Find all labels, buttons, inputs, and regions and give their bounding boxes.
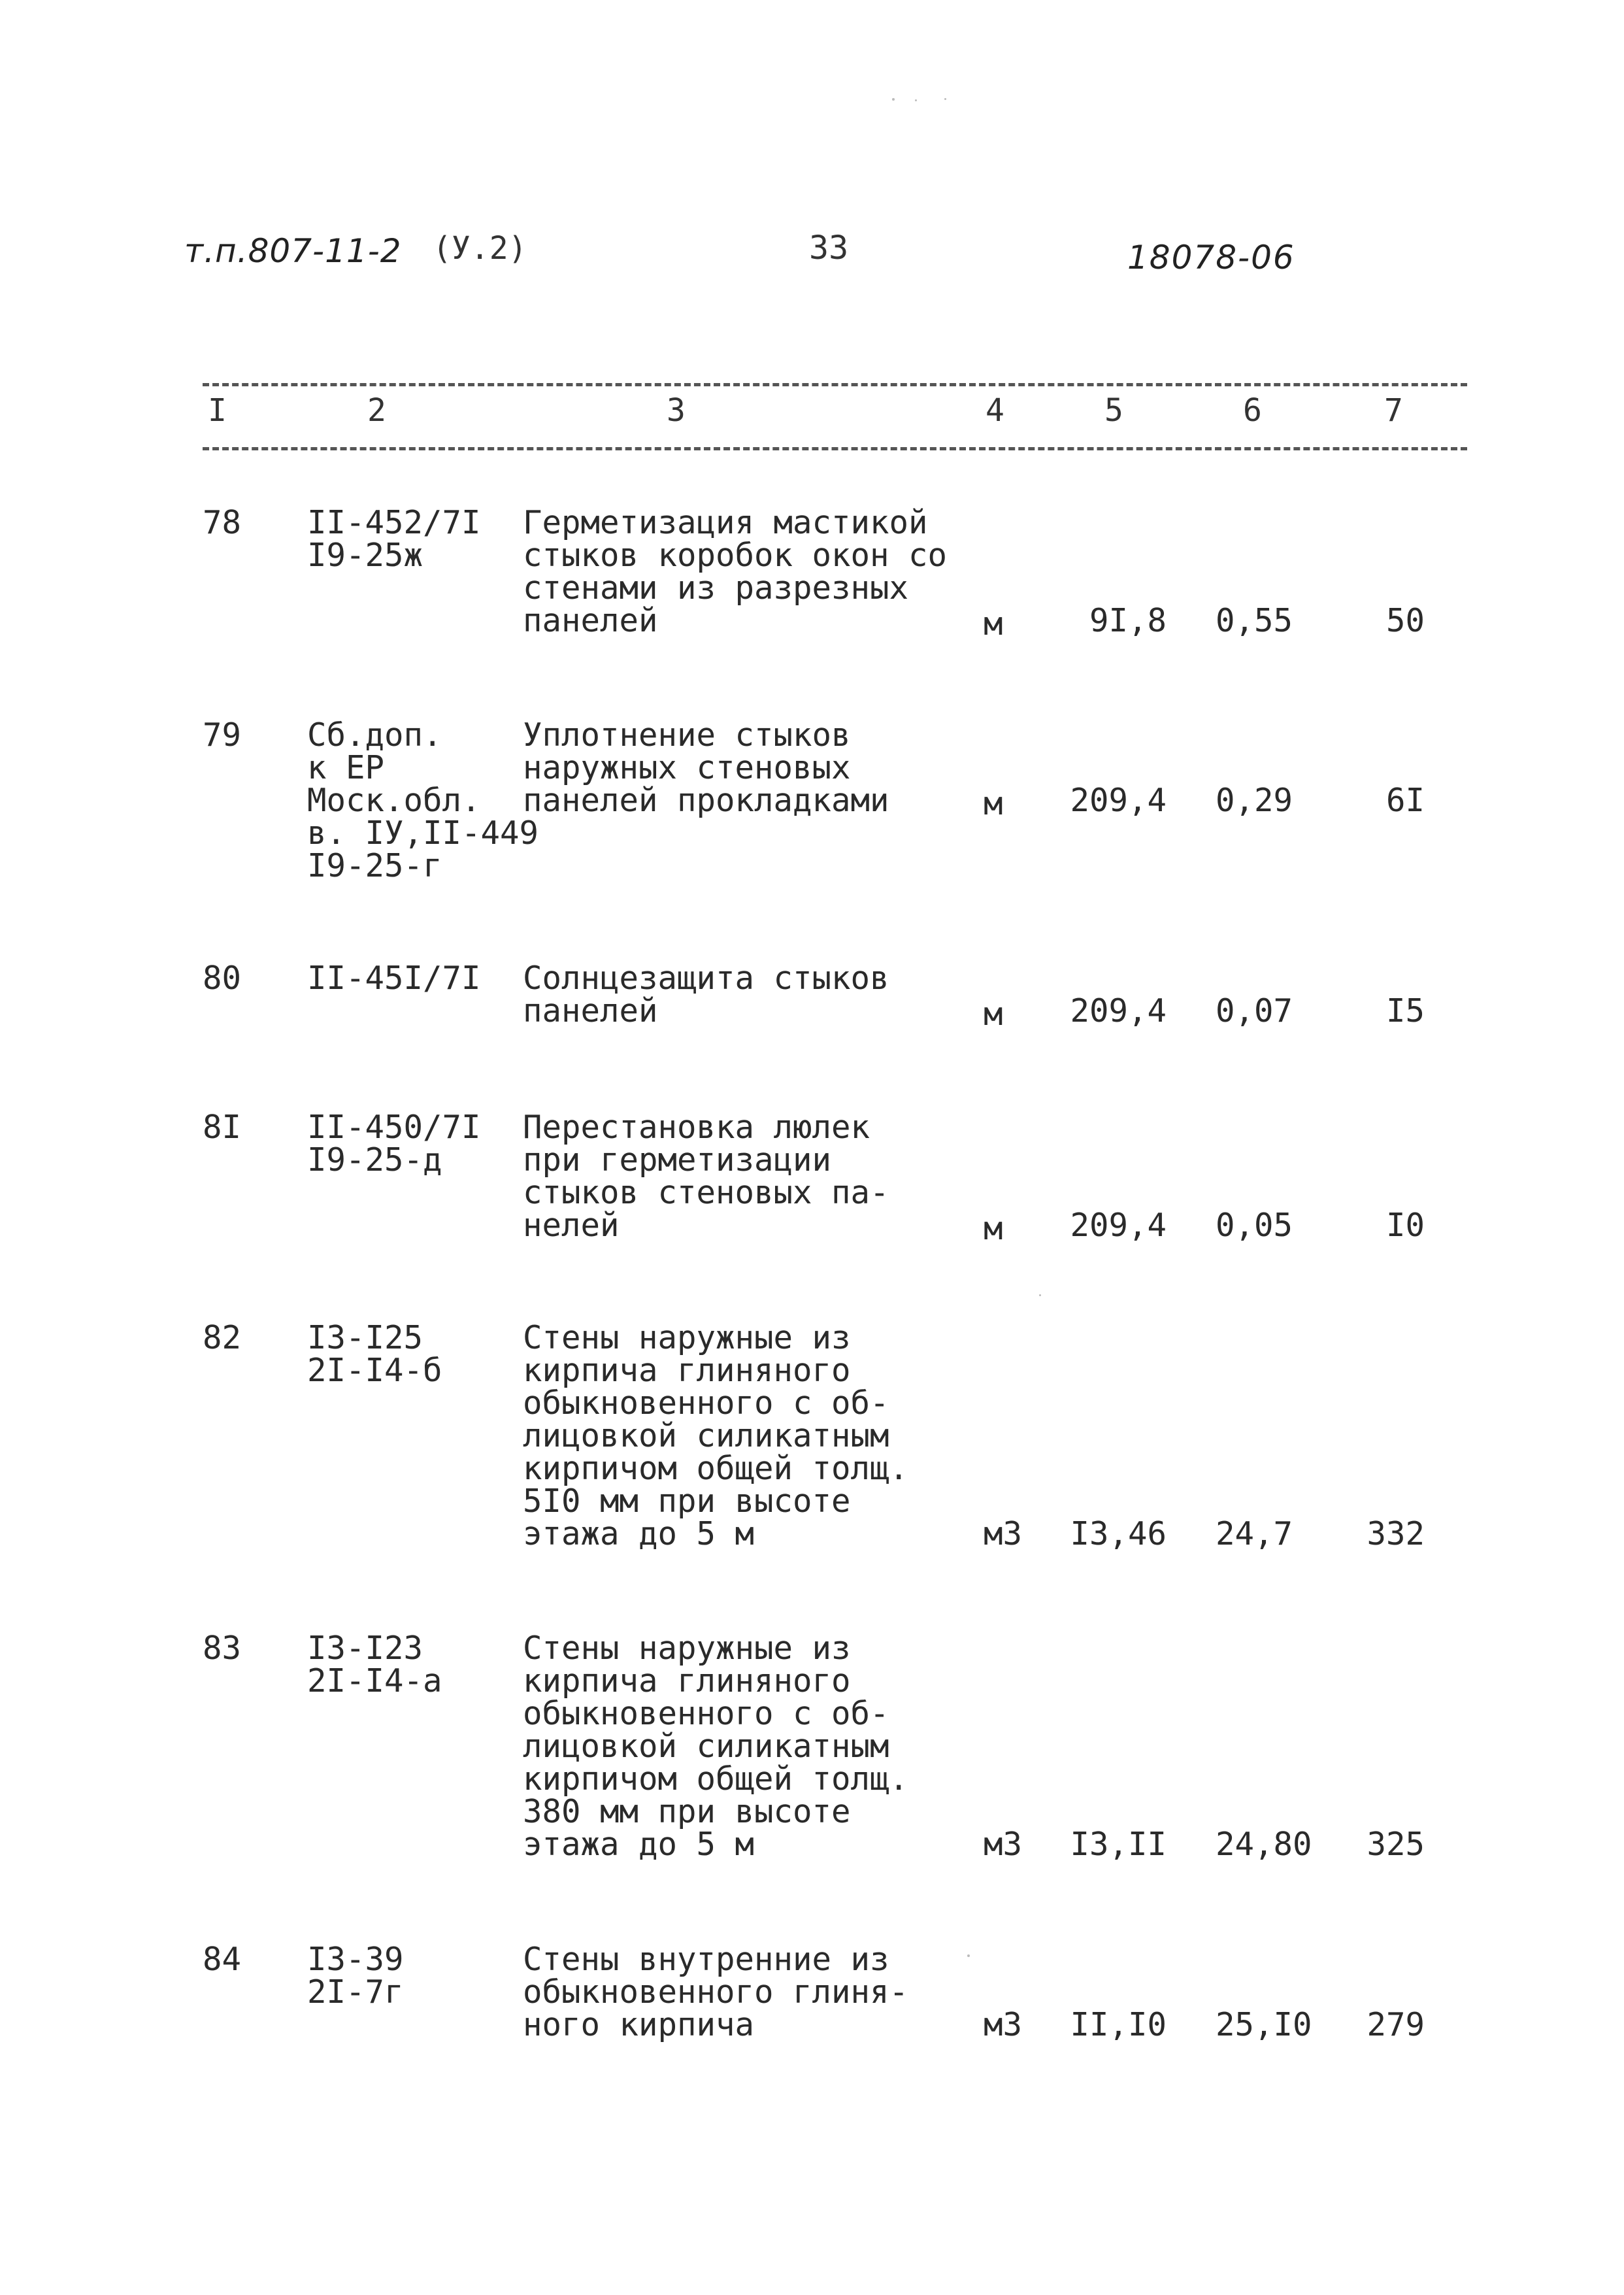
row-norm: 24,80 bbox=[1216, 1826, 1312, 1863]
row-quantity: II,I0 bbox=[1070, 2006, 1167, 2043]
column-header-1: I bbox=[208, 392, 227, 429]
row-unit: м bbox=[984, 605, 1003, 643]
row-quantity: I3,II bbox=[1070, 1826, 1167, 1863]
header-rule-top bbox=[203, 383, 1467, 386]
column-header-3: 3 bbox=[667, 392, 686, 429]
scan-speck bbox=[967, 1954, 970, 1957]
row-total: 332 bbox=[1367, 1515, 1425, 1552]
column-header-7: 7 bbox=[1384, 392, 1403, 429]
row-description: Стены наружные из кирпича глиняного обыкновенного с об- лицовкой силикатным кирпичом общей толщ. 5I0 мм при высоте этажа до 5 м bbox=[523, 1319, 909, 1552]
row-unit: м3 bbox=[984, 2006, 1023, 2043]
row-code: I3-I23 2I-I4-а bbox=[307, 1630, 442, 1700]
document-code: 18078-06 bbox=[1127, 239, 1295, 276]
row-quantity: 209,4 bbox=[1070, 1207, 1167, 1244]
row-code: I3-39 2I-7г bbox=[307, 1941, 404, 2011]
row-number: 83 bbox=[203, 1630, 242, 1667]
row-unit: м bbox=[984, 785, 1003, 822]
column-header-5: 5 bbox=[1104, 392, 1123, 429]
row-code: I3-I25 2I-I4-б bbox=[307, 1319, 442, 1389]
row-code: II-450/7I I9-25-д bbox=[307, 1109, 481, 1179]
row-description: Перестановка люлек при герметизации стыков стеновых па- нелей bbox=[523, 1109, 889, 1244]
row-norm: 0,07 bbox=[1216, 992, 1293, 1030]
row-code: II-452/7I I9-25ж bbox=[307, 504, 481, 574]
row-norm: 25,I0 bbox=[1216, 2006, 1312, 2043]
row-total: I0 bbox=[1385, 1207, 1425, 1244]
row-number: 80 bbox=[203, 960, 242, 997]
row-description: Солнцезащита стыков панелей bbox=[523, 960, 889, 1030]
row-norm: 0,29 bbox=[1216, 782, 1293, 819]
column-header-6: 6 bbox=[1243, 392, 1262, 429]
row-code: Сб.доп. к ЕР Моск.обл. в. IУ,II-449 I9-25-г bbox=[307, 716, 539, 884]
row-description: Герметизация мастикой стыков коробок окон со стенами из разрезных панелей bbox=[523, 504, 948, 639]
row-number: 82 bbox=[203, 1319, 242, 1356]
column-header-4: 4 bbox=[986, 392, 1004, 429]
row-total: 50 bbox=[1385, 602, 1425, 639]
row-unit: м3 bbox=[984, 1515, 1023, 1552]
row-norm: 0,05 bbox=[1216, 1207, 1293, 1244]
row-total: 325 bbox=[1367, 1826, 1425, 1863]
scan-speck bbox=[944, 98, 946, 100]
row-quantity: 209,4 bbox=[1070, 782, 1167, 819]
row-description: Стены внутренние из обыкновенного глиня- ного кирпича bbox=[523, 1941, 909, 2043]
scan-speck bbox=[892, 98, 895, 101]
row-number: 8I bbox=[203, 1109, 242, 1146]
variant-label: (У.2) bbox=[433, 230, 527, 267]
row-total: I5 bbox=[1385, 992, 1425, 1030]
page-number: 33 bbox=[809, 229, 849, 267]
row-quantity: I3,46 bbox=[1070, 1515, 1167, 1552]
row-number: 79 bbox=[203, 716, 242, 754]
row-norm: 24,7 bbox=[1216, 1515, 1293, 1552]
row-norm: 0,55 bbox=[1216, 602, 1293, 639]
row-description: Стены наружные из кирпича глиняного обыкновенного с об- лицовкой силикатным кирпичом общей толщ. 380 мм при высоте этажа до 5 м bbox=[523, 1630, 909, 1863]
row-unit: м3 bbox=[984, 1826, 1023, 1863]
row-total: 279 bbox=[1367, 2006, 1425, 2043]
row-number: 78 bbox=[203, 504, 242, 541]
column-header-2: 2 bbox=[367, 392, 386, 429]
row-quantity: 9I,8 bbox=[1089, 602, 1167, 639]
row-description: Уплотнение стыков наружных стеновых панелей прокладками bbox=[523, 716, 889, 819]
row-code: II-45I/7I bbox=[307, 960, 481, 997]
header-rule-bottom bbox=[203, 447, 1467, 450]
scan-speck bbox=[915, 99, 917, 101]
row-unit: м bbox=[984, 1210, 1003, 1247]
row-number: 84 bbox=[203, 1941, 242, 1978]
row-total: 6I bbox=[1385, 782, 1425, 819]
project-number: т.п.807-11-2 bbox=[184, 232, 402, 270]
row-unit: м bbox=[984, 996, 1003, 1033]
row-quantity: 209,4 bbox=[1070, 992, 1167, 1030]
scan-speck bbox=[1039, 1294, 1041, 1296]
